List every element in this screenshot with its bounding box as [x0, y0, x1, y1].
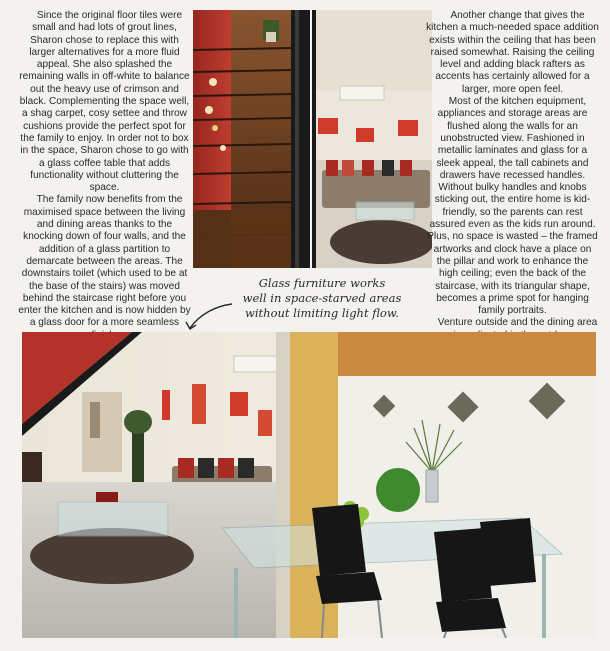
paragraph: Since the original floor tiles were small and had lots of grout lines, Sharon chose to replace this with larger alternatives for a more fluid appeal. She also splashed the remaining walls in off-white to balance out the heavy use of crimson and black. Complementing the space well, a shag carpet, cosy settee and throw cushions provide the perfect spot for the family to enjoy. In order not to box in the space, Sharon chose to go with a glass coffee table that adds functionality without cluttering the space. [19, 10, 190, 194]
dining-area-photo [22, 332, 596, 638]
paragraph: Another change that gives the kitchen a much-needed space addition exists within the ceiling that has been raised somewhat. Raising the ceiling level and adding black rafters as accents has certainly allowed for a larger, more open feel. [426, 10, 599, 95]
caption-line: Glass furniture works [258, 276, 386, 290]
caption-line: well in space-starved areas [242, 291, 402, 305]
living-room-photo [312, 10, 432, 268]
article-column-right [426, 10, 599, 342]
paragraph: Most of the kitchen equipment, appliances and storage areas are flushed along the walls for an unobstructed view. Fashioned in metallic laminates and glass for a sleek appeal, the tall cabinets and drawers have recessed handles. Without bulky handles and knobs sticking out, the entire home is kid-friendly, so the parents can rest assured even as the kids run around. Plus, no space is wasted – the framed artworks and clock have a place on the pillar and work to enhance the high ceiling; even the back of the staircase, with its triangular shape, becomes a prime spot for hanging family portraits. [427, 96, 598, 317]
caption-line: without limiting light flow. [245, 306, 399, 320]
article-column-left [18, 10, 191, 342]
paragraph: The family now benefits from the maximised space between the living and dining areas thanks to the knocking down of four walls, and the addition of a glass partition to demarcate between the areas. The downstairs toilet (which used to be at the base of the stairs) was moved behind the staircase right before you enter the kitchen and is now hidden by a glass door for a more seamless [18, 194, 191, 329]
photo-caption [222, 276, 422, 321]
paragraph: Venture outside and the dining area [437, 317, 598, 329]
staircase-photo [193, 10, 310, 268]
